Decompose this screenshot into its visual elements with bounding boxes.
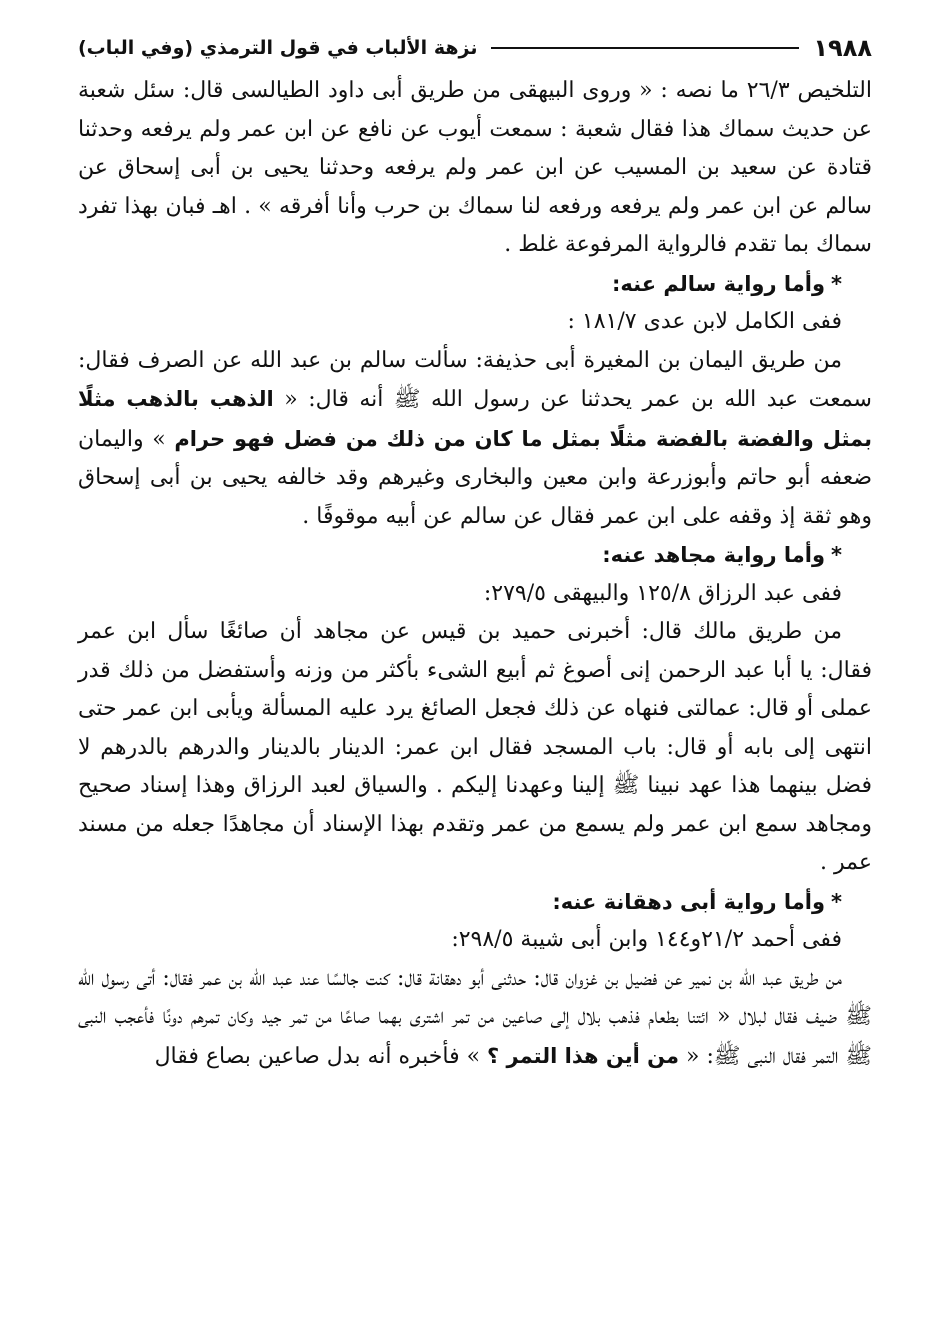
hadith-text: الذهب بالذهب مثلًا بمثل والفضة بالفضة مثلًا بمثل ما كان من ذلك من فضل فهو حرام: [78, 387, 872, 451]
paragraph: من طريق مالك قال: أخبرنى حميد بن قيس عن مجاهد أن صائغًا سأل ابن عمر فقال: يا أبا عبد الرحمن إنى أصوغ ثم أبيع الشىء بأكثر من وزنه وأستفضل من ذلك قدر عملى أو قال: عمالتى فنهاه عن ذلك فجعل الصائغ يرد عليه المسألة ويأبى ابن عمر حتى انتهى إلى بابه أو قال: باب المسجد فقال ابن عمر: الدينار بالدينار والدرهم بالدرهم لا فضل بينهما هذا عهد نبينا ﷺ إلينا وعهدنا إليكم . والسياق لعبد الرزاق وهذا إسناد صحيح ومجاهد سمع ابن عمر ولم يسمع من عمر وتقدم بهذا الإسناد أن مجاهدًا جعله من مسند عمر .: [78, 619, 872, 875]
paragraph-text: من طريق عبد الله بن نمير عن فضيل بن غزوان قال: حدثنى أبو دهقانة قال: كنت جالسًا عند عبد الله بن عمر فقال: أتى رسول الله ﷺ ضيف فقال لبلال « ائتنا بطعام فذهب بلال إلى صاعين من تمر اشترى بهما صاعًا من تمر جيد وكان تمرهم دونًا فأعجب النبى ﷺ التمر فقال النبى ﷺ: «: [78, 965, 872, 1069]
paragraph: [78, 960, 872, 1077]
paragraph-text: » واليمان ضعفه أبو حاتم وأبوزرعة وابن معين والبخارى وغيرهم وقد خالفه يحيى بن أبى إسحاق وهو ثقة إذ وقفه على ابن عمر فقال عن سالم عن أبيه موقوفًا .: [78, 426, 872, 529]
section-heading: [78, 883, 872, 922]
paragraph: [78, 342, 872, 537]
page-number: ١٩٨٨: [813, 34, 872, 62]
paragraph-text: » فأخبره أنه بدل صاعين بصاع فقال: [154, 1043, 488, 1069]
asterisk-marker: *: [831, 271, 842, 296]
heading-text: وأما رواية مجاهد عنه:: [602, 543, 826, 567]
header-rule: [491, 47, 799, 49]
source-citation: ففى الكامل لابن عدى ١٨١/٧ :: [567, 309, 842, 334]
page-header: [78, 30, 872, 66]
asterisk-marker: *: [831, 543, 842, 567]
running-title: نزهة الألباب في قول الترمذي (وفي الباب): [78, 37, 478, 59]
section-heading: [78, 536, 872, 575]
hadith-text: من أين هذا التمر ؟: [487, 1043, 680, 1068]
heading-text: وأما رواية سالم عنه:: [612, 271, 826, 296]
paragraph: التلخيص ٢٦/٣ ما نصه : « وروى البيهقى من طريق أبى داود الطيالسى قال: سئل شعبة عن حديث سماك هذا فقال شعبة : سمعت أيوب عن نافع عن ابن عمر ولم يرفعه وحدثنا قتادة عن سعيد بن المسيب عن ابن عمر ولم يرفعه وحدثنا يحيى بن أبى إسحاق عن سالم عن ابن عمر ولم يرفعه ورفعه لنا سماك بن حرب وأنا أفرقه » . اهـ فبان بهذا تفرد سماك بما تقدم فالرواية المرفوعة غلط .: [78, 78, 872, 257]
source-citation: ففى عبد الرزاق ١٢٥/٨ والبيهقى ٢٧٩/٥:: [483, 580, 842, 606]
heading-text: وأما رواية أبى دهقانة عنه:: [552, 889, 826, 914]
paragraph-text: من طريق اليمان بن المغيرة أبى حذيفة: سألت سالم بن عبد الله عن الصرف فقال: سمعت عبد الله بن عمر يحدثنا عن رسول الله ﷺ أنه قال: «: [78, 347, 872, 412]
section-heading: [78, 265, 872, 304]
body-text: [78, 72, 872, 1076]
source-citation: ففى أحمد ٢١/٢و١٤٤ وابن أبى شيبة ٢٩٨/٥:: [451, 927, 842, 952]
asterisk-marker: *: [831, 889, 842, 914]
